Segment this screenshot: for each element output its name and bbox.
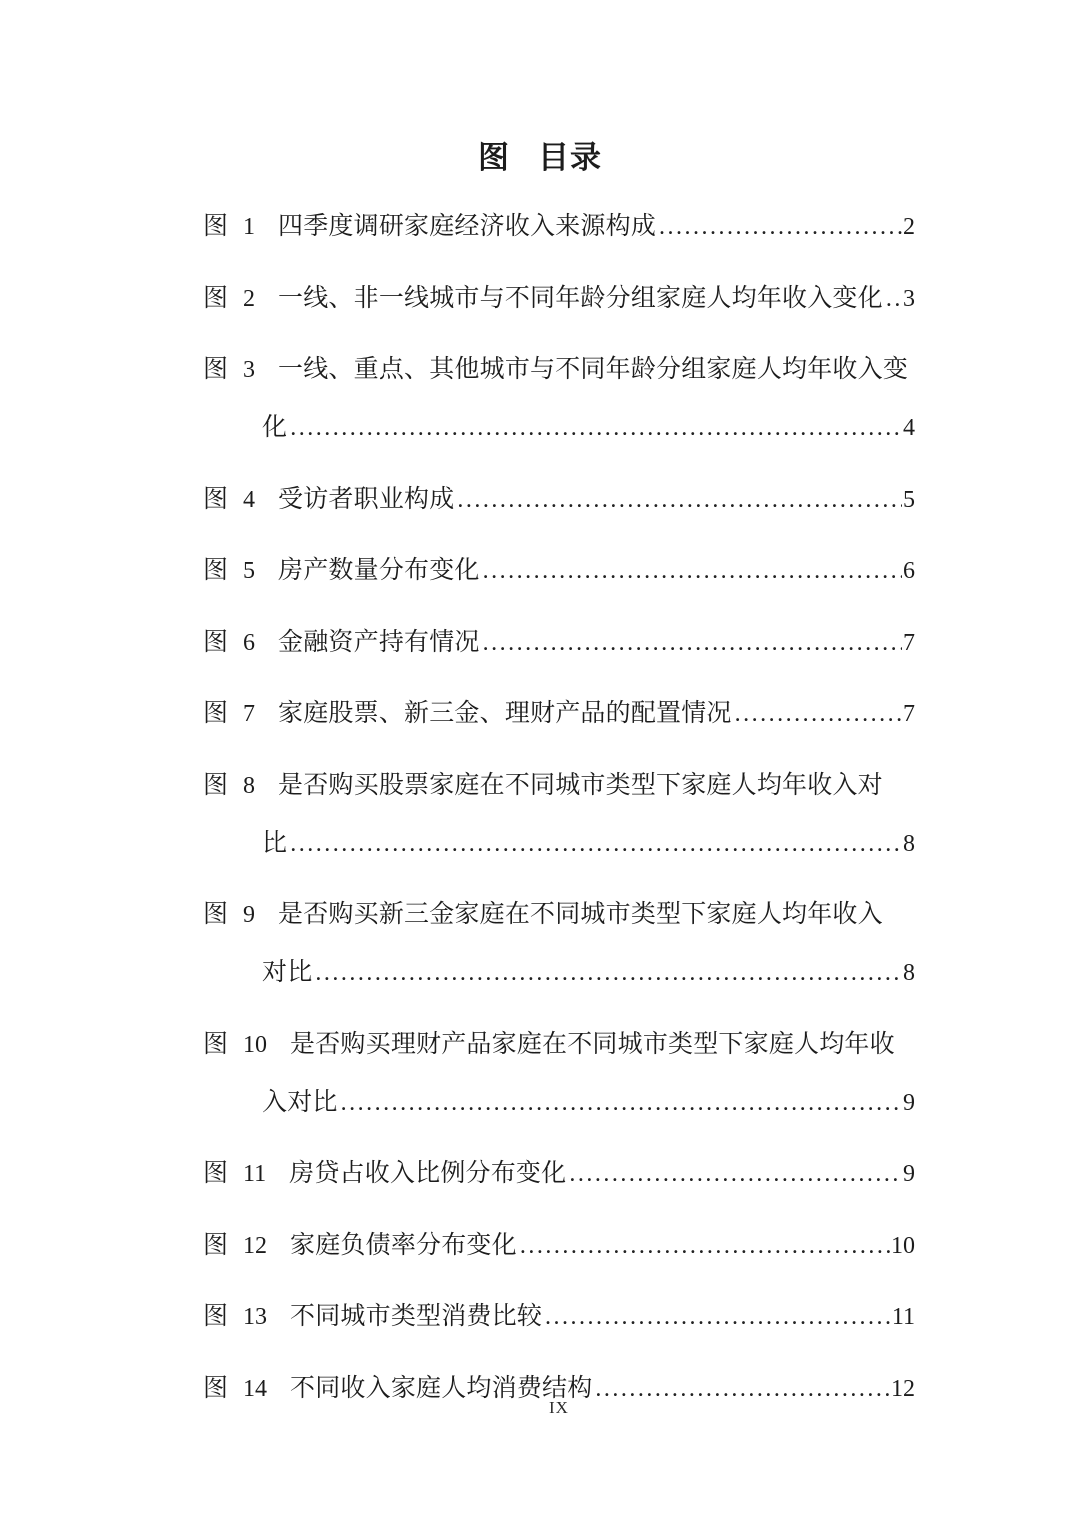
figure-number: 12: [243, 1232, 268, 1259]
figure-number: 10: [243, 1031, 268, 1058]
figure-title: 不同城市类型消费比较: [290, 1303, 543, 1330]
figure-label: 图: [203, 1374, 229, 1402]
page-ref: 7: [903, 629, 915, 656]
toc-line-continuation: [203, 944, 915, 1002]
figure-number: 7: [243, 701, 256, 727]
toc-line: [203, 886, 915, 944]
toc-line: [203, 1145, 915, 1203]
page-ref: 8: [903, 830, 915, 857]
toc-entry-fig-4: [203, 471, 915, 529]
figure-title: 不同收入家庭人均消费结构: [290, 1374, 593, 1402]
figure-label: 图: [203, 901, 229, 928]
page-ref: 9: [903, 1089, 915, 1116]
toc-entry-fig-10: [203, 1016, 915, 1132]
toc-entry-fig-6: [203, 614, 915, 672]
toc-line: [203, 614, 915, 672]
list-of-figures: [203, 198, 915, 1418]
figure-title: 是否购买理财产品家庭在不同城市类型下家庭人均年收: [290, 1030, 895, 1058]
figure-title: 四季度调研家庭经济收入来源构成: [278, 213, 657, 240]
dot-leader: [545, 1289, 891, 1346]
figure-number: 3: [243, 357, 256, 383]
figure-title: 房贷占收入比例分布变化: [289, 1160, 567, 1187]
figure-label: 图: [203, 1030, 229, 1058]
page-ref: 5: [903, 486, 915, 513]
figure-title-continued: 对比: [262, 959, 313, 986]
figure-number: 13: [243, 1304, 268, 1330]
dot-leader: [659, 199, 902, 256]
figure-number: 9: [243, 902, 256, 928]
figure-title: 家庭股票、新三金、理财产品的配置情况: [278, 700, 732, 727]
toc-entry-fig-12: [203, 1217, 915, 1275]
figure-title-continued: 比: [262, 829, 288, 857]
figure-number: 2: [243, 285, 256, 312]
toc-entry-fig-3: [203, 341, 915, 457]
figure-label: 图: [203, 628, 229, 656]
page-title-prefix: 图: [478, 140, 510, 175]
toc-entry-fig-1: [203, 198, 915, 256]
toc-line: [203, 542, 915, 600]
figure-title: 受访者职业构成: [278, 485, 455, 513]
toc-entry-fig-9: [203, 886, 915, 1002]
toc-line: [203, 198, 915, 256]
figure-number: 4: [243, 486, 256, 513]
figure-label: 图: [203, 1231, 229, 1259]
figure-title-continued: 入对比: [262, 1088, 338, 1116]
toc-line: [203, 1016, 915, 1074]
toc-line: [203, 757, 915, 815]
toc-line: [203, 270, 915, 328]
page-ref: 10: [891, 1232, 915, 1259]
toc-entry-fig-5: [203, 542, 915, 600]
page-ref: 12: [891, 1375, 915, 1402]
toc-entry-fig-11: [203, 1145, 915, 1203]
figure-number: 8: [243, 772, 256, 799]
toc-line: [203, 1217, 915, 1275]
figure-number: 1: [243, 214, 256, 240]
toc-line: [203, 341, 915, 399]
dot-leader: [735, 686, 902, 743]
figure-number: 6: [243, 629, 256, 656]
page-ref: 3: [903, 285, 915, 312]
toc-entry-fig-8: [203, 757, 915, 873]
figure-label: 图: [203, 1303, 229, 1330]
figure-number: 14: [243, 1375, 268, 1402]
page-ref: 9: [903, 1161, 915, 1187]
dot-leader: [457, 472, 902, 529]
dot-leader: [290, 400, 902, 457]
dot-leader: [520, 1218, 890, 1275]
footer-page-number: IX: [549, 1398, 569, 1417]
toc-entry-fig-7: [203, 685, 915, 743]
dot-leader: [483, 543, 902, 600]
dot-leader: [483, 615, 902, 672]
page-title: [0, 0, 1080, 180]
figure-label: 图: [203, 557, 229, 584]
toc-entry-fig-2: [203, 270, 915, 328]
page-ref: 8: [903, 960, 915, 986]
figure-title: 家庭负债率分布变化: [290, 1231, 517, 1259]
figure-label: 图: [203, 213, 229, 240]
figure-title: 金融资产持有情况: [278, 628, 480, 656]
toc-line: [203, 1288, 915, 1346]
figure-number: 5: [243, 558, 256, 584]
page-ref: 4: [903, 415, 915, 441]
toc-line-continuation: [203, 399, 915, 457]
page-ref: 2: [903, 214, 915, 240]
dot-leader: [569, 1146, 902, 1203]
page-ref: 11: [891, 1304, 915, 1330]
figure-title: 一线、非一线城市与不同年龄分组家庭人均年收入变化: [278, 284, 883, 312]
page-title-main: 目录: [538, 140, 602, 175]
figure-number: 11: [243, 1161, 267, 1187]
toc-line-continuation: [203, 1074, 915, 1132]
toc-entry-fig-13: [203, 1288, 915, 1346]
toc-line: [203, 471, 915, 529]
page-ref: 6: [903, 558, 915, 584]
dot-leader: [290, 816, 902, 873]
dot-leader: [315, 945, 902, 1002]
figure-label: 图: [203, 284, 229, 312]
toc-line-continuation: [203, 815, 915, 873]
dot-leader: [341, 1075, 902, 1132]
figure-title: 房产数量分布变化: [278, 557, 480, 584]
figure-label: 图: [203, 771, 229, 799]
figure-label: 图: [203, 485, 229, 513]
figure-title-continued: 化: [262, 414, 288, 441]
figure-title: 是否购买股票家庭在不同城市类型下家庭人均年收入对: [278, 771, 883, 799]
dot-leader: [886, 271, 902, 328]
toc-line: [203, 685, 915, 743]
figure-label: 图: [203, 700, 229, 727]
figure-label: 图: [203, 356, 229, 383]
page-ref: 7: [903, 701, 915, 727]
figure-title: 一线、重点、其他城市与不同年龄分组家庭人均年收入变: [278, 356, 909, 383]
figure-title: 是否购买新三金家庭在不同城市类型下家庭人均年收入: [278, 901, 883, 928]
figure-label: 图: [203, 1160, 229, 1187]
